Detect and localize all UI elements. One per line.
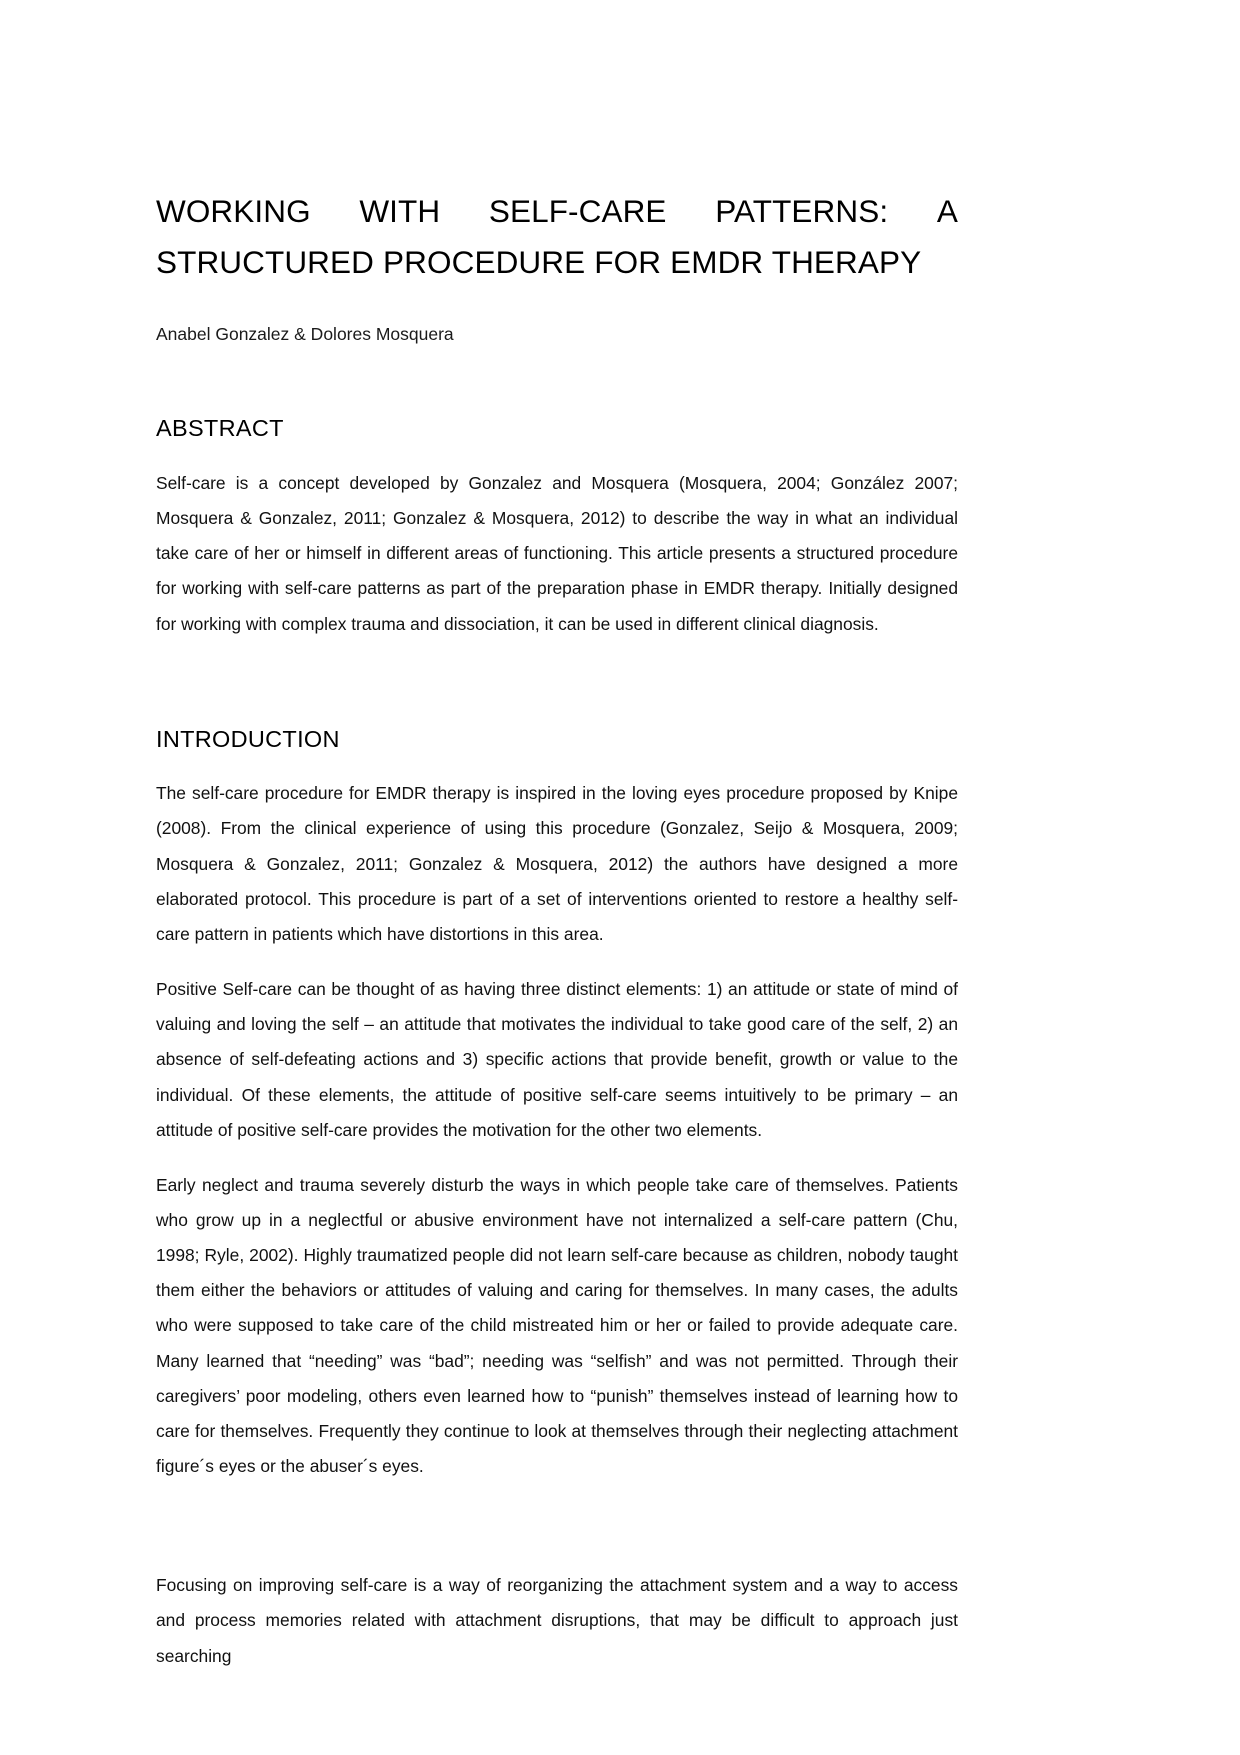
title-word: PATTERNS: bbox=[715, 193, 889, 229]
introduction-paragraph-1: The self-care procedure for EMDR therapy is inspired in the loving eyes procedure proposed by Knipe (2008). From the clinical experience of using this procedure (Gonzalez, Seijo & Mosquera, 2009; Mosquera & Gonzalez, 2011; Gonzalez & Mosquera, 2012) the authors have designed a more elaborated protocol. This procedure is part of a set of interventions oriented to restore a healthy self-care pattern in patients which have distortions in this area. bbox=[156, 783, 958, 944]
abstract-body-spacer bbox=[156, 444, 958, 466]
abstract-heading: ABSTRACT bbox=[156, 415, 284, 442]
title-word: WITH bbox=[359, 193, 441, 229]
title-word: WORKING bbox=[156, 193, 311, 229]
author-line: Anabel Gonzalez & Dolores Mosquera bbox=[156, 324, 454, 345]
abstract-paragraph: Self-care is a concept developed by Gonzalez and Mosquera (Mosquera, 2004; González 2007; Mosquera & Gonzalez, 2011; Gonzalez & Mosquera, 2012) to describe the way in what an individual take care of her or himself in different areas of functioning. This article presents a structured procedure for working with self-care patterns as part of the preparation phase in EMDR therapy. Initially designed for working with complex trauma and dissociation, it can be used in different clinical diagnosis. bbox=[156, 472, 958, 634]
title-line-2: STRUCTURED PROCEDURE FOR EMDR THERAPY bbox=[156, 244, 922, 281]
trailing-paragraph: Focusing on improving self-care is a way of reorganizing the attachment system and a way to access and process memories related with attachment disruptions, that may be difficult to approach just searching bbox=[156, 1575, 958, 1666]
title-word: A bbox=[936, 193, 958, 229]
title-word: SELF-CARE bbox=[488, 193, 667, 229]
page-content bbox=[156, 186, 958, 1674]
introduction-heading: INTRODUCTION bbox=[156, 725, 340, 752]
page-title bbox=[156, 186, 958, 288]
introduction-heading-spacer bbox=[156, 642, 958, 724]
page-break-spacer bbox=[156, 1484, 958, 1568]
introduction-paragraph-3: Early neglect and trauma severely disturb the ways in which people take care of themselves. Patients who grow up in a neglectful or abusive environment have not internalized a self-care pattern (Chu, 1998; Ryle, 2002). Highly traumatized people did not learn self-care because as children, nobody taught them either the behaviors or attitudes of valuing and caring for themselves. In many cases, the adults who were supposed to take care of the child mistreated him or her or failed to provide adequate care. Many learned that “needing” was “bad”; needing was “selfish” and was not permitted. Through their caregivers’ poor modeling, others even learned how to “punish” themselves instead of learning how to care for themselves. Frequently they continue to look at themselves through their neglecting attachment figure´s eyes or the abuser´s eyes. bbox=[156, 1174, 958, 1477]
introduction-body-spacer bbox=[156, 754, 958, 776]
title-author-spacer bbox=[156, 288, 958, 322]
title-line-1 bbox=[156, 186, 958, 237]
introduction-paragraph-2: Positive Self-care can be thought of as having three distinct elements: 1) an attitude or state of mind of valuing and loving the self – an attitude that motivates the individual to take good care of the self, 2) an absence of self-defeating actions and 3) specific actions that provide benefit, growth or value to the individual. Of these elements, the attitude of positive self-care seems intuitively to be primary – an attitude of positive self-care provides the motivation for the other two elements. bbox=[156, 979, 958, 1140]
abstract-heading-spacer bbox=[156, 347, 958, 413]
